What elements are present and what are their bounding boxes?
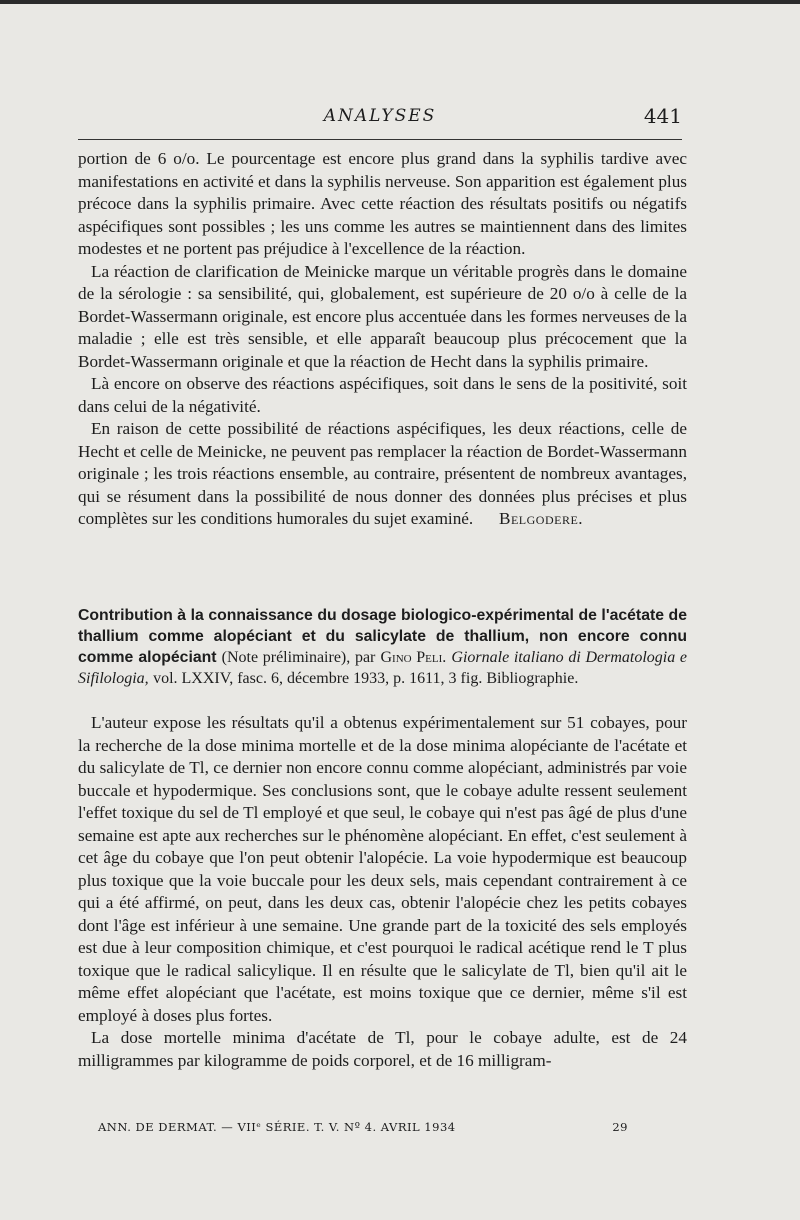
article-entry: [78, 605, 687, 689]
article-review-text: [78, 712, 687, 1072]
paragraph-3: Là encore on observe des réactions aspécifiques, soit dans le sens de la positivité, soit dans celui de la négativité.: [78, 374, 687, 416]
paragraph-4: [78, 418, 687, 531]
article-title: Contribution à la connaissance du dosage biologico-expérimental de l'acétate de thallium comme alopéciant et du salicylate de thallium, non encore connu comme alopéciant: [78, 607, 687, 666]
article-details: vol. LXXIV, fasc. 6, décembre 1933, p. 1611, 3 fig. Bibliographie.: [153, 670, 579, 687]
running-head: [78, 104, 682, 130]
reviewer-signature: Belgodere.: [499, 509, 584, 528]
page-footer: [98, 1120, 628, 1134]
article-note: (Note préliminaire), par: [221, 649, 376, 666]
section-continued-text: [78, 148, 687, 531]
article-journal: Giornale italiano di Dermatologia e Sifilologia,: [78, 649, 688, 687]
paragraph-1: portion de 6 o/o. Le pourcentage est encore plus grand dans la syphilis tardive avec manifestations en activité et dans la syphilis nerveuse. Son apparition est également plus précoce dans la syphilis primaire. Avec cette réaction des résultats positifs ou négatifs aspécifiques sont possibles ; les uns comme les autres se maintiennent dans des limites modestes et ne portent pas préjudice à l'excellence de la réaction.: [78, 149, 687, 258]
running-head-title: ANALYSES: [323, 106, 437, 126]
review-paragraph-2: La dose mortelle minima d'acétate de Tl, pour le cobaye adulte, est de 24 milligrammes par kilogramme de poids corporel, et de 16 milligram-: [78, 1028, 687, 1070]
footer-page-number: 29: [612, 1120, 628, 1134]
page-number: 441: [643, 104, 682, 128]
article-author: Gino Peli.: [380, 649, 447, 666]
paragraph-2: La réaction de clarification de Meinicke marque un véritable progrès dans le domaine de la sérologie : sa sensibilité, qui, globalement, est supérieure de 20 o/o à celle de la Bordet-Wassermann originale, est encore plus accentuée dans les formes nerveuses de la maladie ; elle est très sensible, et elle apparaît beaucoup plus précocement que la Bordet-Wassermann originale et que la réaction de Hecht dans la syphilis primaire.: [78, 261, 687, 371]
top-edge-rule: [0, 0, 800, 4]
footer-citation: ANN. DE DERMAT. — VIIᵉ SÉRIE. T. V. Nº 4. AVRIL 1934: [98, 1120, 456, 1134]
header-rule: [78, 139, 682, 140]
paragraph-4-text: En raison de cette possibilité de réactions aspécifiques, les deux réactions, celle de Hecht et celle de Meinicke, ne peuvent pas remplacer la réaction de Bordet-Wassermann originale ; les trois réactions ensemble, au contraire, présentent de nombreux avantages, qui se résument dans la possibilité de nous donner des données plus précises et plus complètes sur les conditions humorales du sujet examiné.: [78, 419, 687, 528]
review-paragraph-1: L'auteur expose les résultats qu'il a obtenus expérimentalement sur 51 cobayes, pour la recherche de la dose minima mortelle et de la dose minima alopéciante de l'acétate et du salicylate de Tl, ce dernier non encore connu comme alopéciant, administrés par voie buccale et hypodermique. Ses conclusions sont, que le cobaye adulte ressent seulement l'effet toxique du sel de Tl employé et que seul, le cobaye qui n'est pas âgé de plus d'une semaine est apte aux recherches sur le phénomène alopéciant. En effet, c'est seulement à cet âge du cobaye que l'on peut obtenir l'alopécie. La voie hypodermique est beaucoup plus toxique que la voie buccale pour les deux sels, mais cependant contrairement à ce qui a été affirmé, on peut, dans les deux cas, obtenir l'alopécie chez les petits cobayes dont l'âge est inférieur à une semaine. Une grande part de la toxicité des sels employés est due à leur composition chimique, et c'est pourquoi le radical acétique rend le T plus toxique que le radical salicylique. Il en résulte que le salicylate de Tl, bien qu'il ait le même effet alopéciant que l'acétate, est moins toxique que ce dernier, même s'il est employé à doses plus fortes.: [78, 713, 687, 1025]
